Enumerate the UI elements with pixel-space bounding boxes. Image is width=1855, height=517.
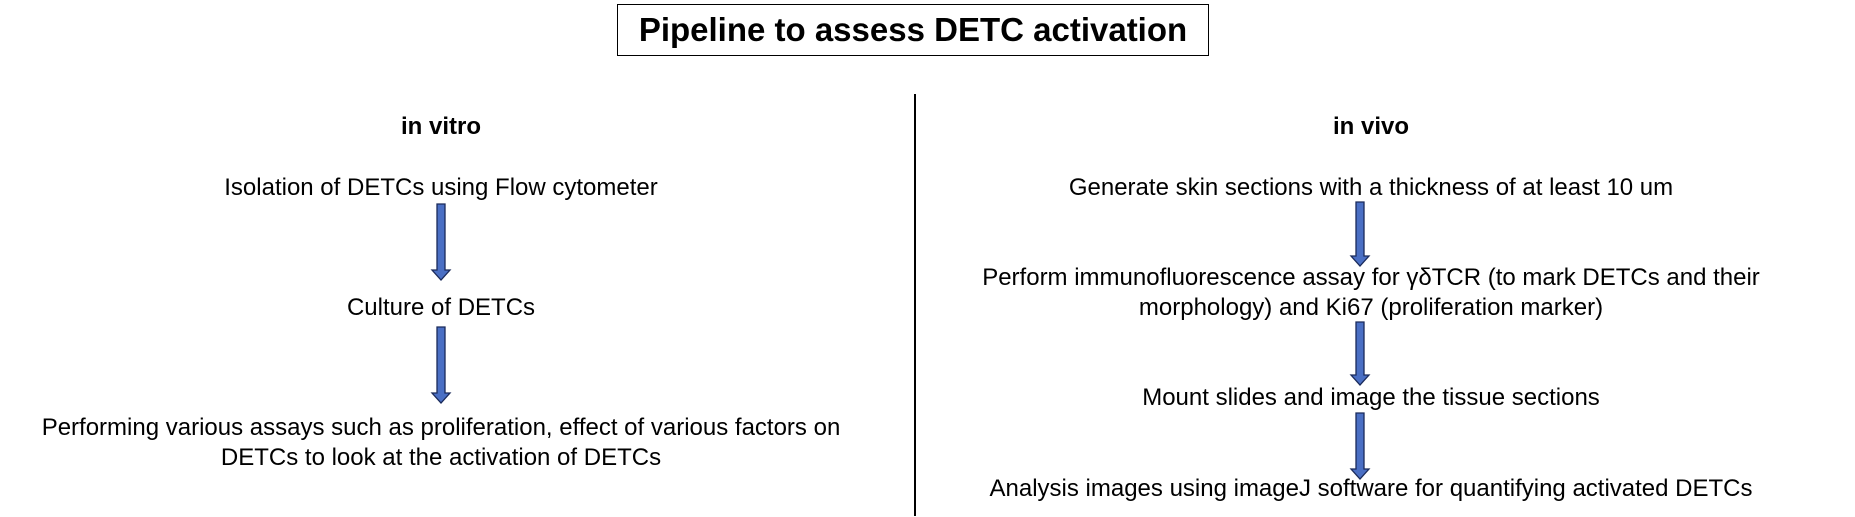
arrow-down-icon xyxy=(1350,413,1370,480)
in-vivo-step-2: Perform immunofluorescence assay for γδTCR (to mark DETCs and their morphology) and Ki67 (proliferation marker) xyxy=(982,264,1760,321)
in-vivo-heading: in vivo xyxy=(1332,113,1410,140)
diagram-title: Pipeline to assess DETC activation xyxy=(617,4,1209,56)
in-vivo-step-1: Generate skin sections with a thickness of at least 10 um xyxy=(1068,174,1674,201)
arrow-down-icon xyxy=(431,204,451,281)
in-vitro-step-2: Culture of DETCs xyxy=(346,294,536,321)
in-vitro-heading: in vitro xyxy=(400,113,482,140)
in-vitro-step-1: Isolation of DETCs using Flow cytometer xyxy=(224,174,658,201)
column-divider xyxy=(914,94,916,516)
arrow-down-icon xyxy=(1350,202,1370,267)
arrow-down-icon xyxy=(1350,322,1370,386)
in-vivo-step-3: Mount slides and image the tissue sections xyxy=(1142,384,1600,411)
arrow-down-icon xyxy=(431,327,451,404)
in-vivo-step-4: Analysis images using imageJ software for quantifying activated DETCs xyxy=(989,475,1753,502)
in-vitro-step-3: Performing various assays such as proliferation, effect of various factors on DETCs to look at the activation of DETCs xyxy=(41,414,841,471)
